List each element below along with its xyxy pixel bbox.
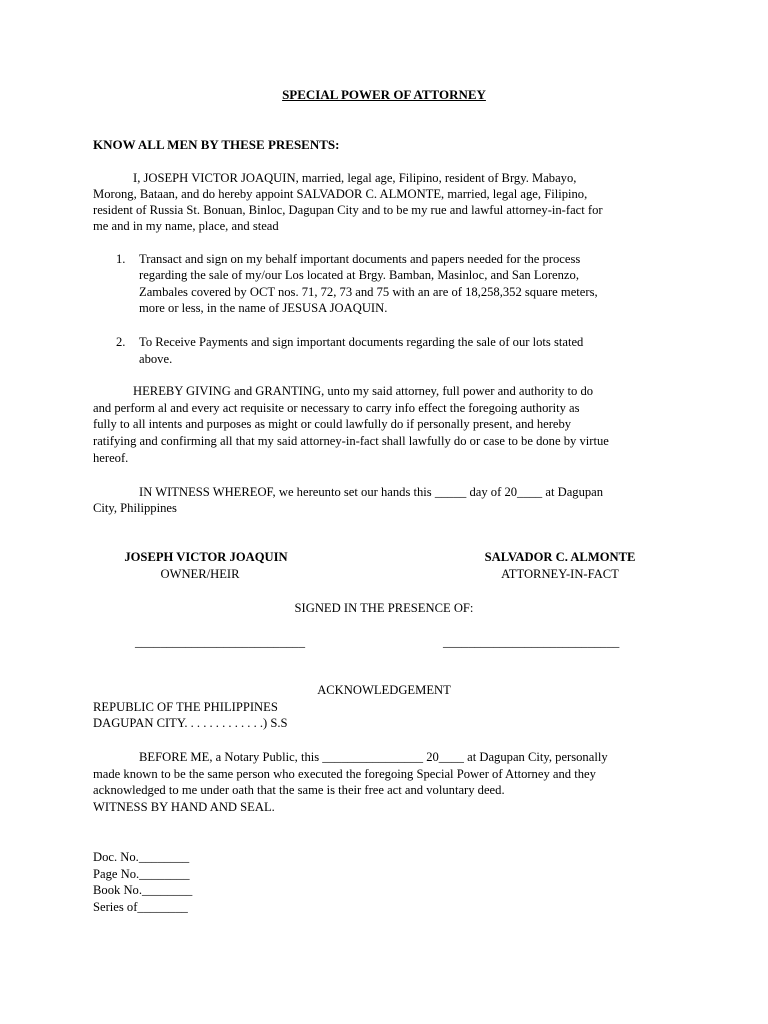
witness-signature-line-right: ____________________________ bbox=[443, 635, 620, 649]
signatory-role: OWNER/HEIR bbox=[160, 567, 240, 581]
seal-line: WITNESS BY HAND AND SEAL. bbox=[93, 800, 275, 814]
intro-line: resident of Russia St. Bonuan, Binloc, Dagupan City and to be my rue and lawful attorney-in-fact for bbox=[93, 203, 603, 217]
intro-line: me and in my name, place, and stead bbox=[93, 219, 279, 233]
intro-line: Morong, Bataan, and do hereby appoint SALVADOR C. ALMONTE, married, legal age, Filipino, bbox=[93, 187, 588, 201]
witness-line: City, Philippines bbox=[93, 501, 177, 515]
acknowledgement-heading: ACKNOWLEDGEMENT bbox=[317, 683, 451, 697]
list-number: 2. bbox=[116, 335, 126, 349]
signatory-name: SALVADOR C. ALMONTE bbox=[484, 550, 636, 564]
venue-city: DAGUPAN CITY. . . . . . . . . . . . .) S.S bbox=[93, 716, 288, 730]
granting-line: hereof. bbox=[93, 451, 129, 465]
acknowledgement-line: made known to be the same person who executed the foregoing Special Power of Attorney and they bbox=[93, 767, 596, 781]
book-number: Book No.________ bbox=[93, 883, 193, 897]
list-line: To Receive Payments and sign important documents regarding the sale of our lots stated bbox=[139, 335, 584, 349]
list-line: Zambales covered by OCT nos. 71, 72, 73 and 75 with an are of 18,258,352 square meters, bbox=[139, 285, 598, 299]
list-line: above. bbox=[139, 352, 173, 366]
granting-line: and perform al and every act requisite or necessary to carry info effect the foregoing authority as bbox=[93, 401, 580, 415]
acknowledgement-line: BEFORE ME, a Notary Public, this ________________ 20____ at Dagupan City, personally bbox=[139, 750, 608, 764]
witness-signature-line-left: ___________________________ bbox=[135, 635, 306, 649]
presence-label: SIGNED IN THE PRESENCE OF: bbox=[294, 601, 474, 615]
doc-number: Doc. No.________ bbox=[93, 850, 190, 864]
list-line: more or less, in the name of JESUSA JOAQUIN. bbox=[139, 301, 388, 315]
granting-line: fully to all intents and purposes as might or could lawfully do if personally present, and hereby bbox=[93, 417, 572, 431]
granting-line: HEREBY GIVING and GRANTING, unto my said attorney, full power and authority to do bbox=[133, 384, 594, 398]
acknowledgement-line: acknowledged to me under oath that the same is their free act and voluntary deed. bbox=[93, 783, 505, 797]
granting-line: ratifying and confirming all that my said attorney-in-fact shall lawfully do or case to be done by virtue bbox=[93, 434, 609, 448]
witness-line: IN WITNESS WHEREOF, we hereunto set our hands this _____ day of 20____ at Dagupan bbox=[139, 485, 604, 499]
page-number: Page No.________ bbox=[93, 867, 190, 881]
signatory-name: JOSEPH VICTOR JOAQUIN bbox=[124, 550, 288, 564]
signatory-role: ATTORNEY-IN-FACT bbox=[501, 567, 619, 581]
venue-republic: REPUBLIC OF THE PHILIPPINES bbox=[93, 700, 278, 714]
intro-line: I, JOSEPH VICTOR JOAQUIN, married, legal age, Filipino, resident of Brgy. Mabayo, bbox=[133, 171, 577, 185]
list-number: 1. bbox=[116, 252, 126, 266]
list-line: Transact and sign on my behalf important documents and papers needed for the process bbox=[139, 252, 581, 266]
document-title: SPECIAL POWER OF ATTORNEY bbox=[282, 87, 486, 102]
list-line: regarding the sale of my/our Los located at Brgy. Bamban, Masinloc, and San Lorenzo, bbox=[139, 268, 579, 282]
series-of: Series of________ bbox=[93, 900, 188, 914]
salutation: KNOW ALL MEN BY THESE PRESENTS: bbox=[93, 137, 340, 152]
